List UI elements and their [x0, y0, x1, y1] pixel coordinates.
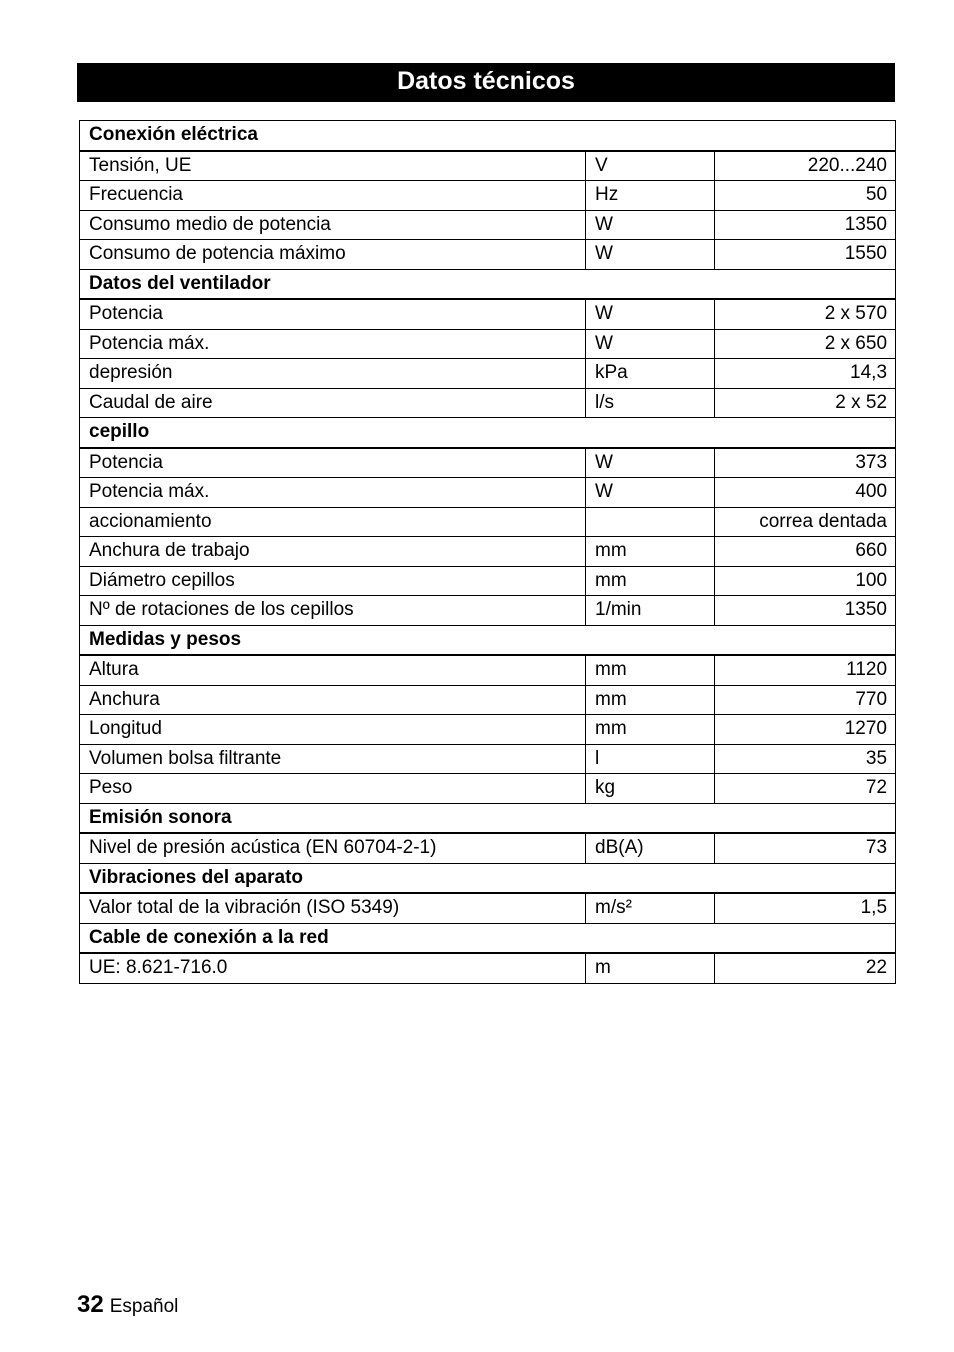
table-row	[80, 596, 896, 626]
section-header-row	[80, 418, 896, 448]
footer-language: Español	[109, 1296, 179, 1317]
table-row	[80, 388, 896, 418]
section-heading: cepillo	[80, 418, 896, 448]
spec-value-cell: 1350	[715, 596, 896, 626]
spec-label-cell: Nivel de presión acústica (EN 60704-2-1)	[80, 833, 586, 863]
spec-unit-cell: W	[586, 329, 715, 359]
spec-label-cell: Peso	[80, 774, 586, 804]
spec-value-cell: 100	[715, 566, 896, 596]
section-header-row	[80, 863, 896, 893]
spec-unit-cell: W	[586, 478, 715, 508]
spec-unit-cell: l/s	[586, 388, 715, 418]
table-row	[80, 566, 896, 596]
spec-label-cell: accionamiento	[80, 507, 586, 537]
spec-value-cell: 22	[715, 953, 896, 983]
page-number: 32	[77, 1291, 104, 1318]
spec-unit-cell: Hz	[586, 181, 715, 211]
table-row	[80, 774, 896, 804]
spec-value-cell: 1120	[715, 655, 896, 685]
page-footer	[77, 1290, 178, 1322]
spec-value-cell: 72	[715, 774, 896, 804]
table-row	[80, 181, 896, 211]
table-row	[80, 299, 896, 329]
spec-unit-cell: mm	[586, 715, 715, 745]
spec-value-cell: 770	[715, 685, 896, 715]
spec-unit-cell: 1/min	[586, 596, 715, 626]
spec-unit-cell: mm	[586, 655, 715, 685]
section-header-row	[80, 625, 896, 655]
section-header-row	[80, 803, 896, 833]
spec-unit-cell: W	[586, 299, 715, 329]
spec-label-cell: Consumo medio de potencia	[80, 210, 586, 240]
spec-label-cell: Tensión, UE	[80, 151, 586, 181]
table-row	[80, 833, 896, 863]
technical-data-table	[79, 120, 896, 984]
spec-unit-cell: mm	[586, 537, 715, 567]
spec-unit-cell: l	[586, 744, 715, 774]
section-heading: Emisión sonora	[80, 803, 896, 833]
spec-value-cell: 2 x 570	[715, 299, 896, 329]
table-row	[80, 537, 896, 567]
spec-value-cell: 1,5	[715, 893, 896, 923]
spec-label-cell: Volumen bolsa filtrante	[80, 744, 586, 774]
page-title: Datos técnicos	[77, 63, 895, 102]
spec-label-cell: Consumo de potencia máximo	[80, 240, 586, 270]
spec-value-cell: 35	[715, 744, 896, 774]
table-row	[80, 448, 896, 478]
section-heading: Vibraciones del aparato	[80, 863, 896, 893]
spec-label-cell: Potencia máx.	[80, 329, 586, 359]
section-heading: Medidas y pesos	[80, 625, 896, 655]
spec-value-cell: 220...240	[715, 151, 896, 181]
spec-value-cell: 50	[715, 181, 896, 211]
spec-label-cell: Nº de rotaciones de los cepillos	[80, 596, 586, 626]
table-row	[80, 359, 896, 389]
table-row	[80, 744, 896, 774]
spec-value-cell: 373	[715, 448, 896, 478]
spec-unit-cell: V	[586, 151, 715, 181]
table-row	[80, 715, 896, 745]
spec-label-cell: Potencia	[80, 299, 586, 329]
spec-unit-cell: kg	[586, 774, 715, 804]
table-row	[80, 478, 896, 508]
spec-label-cell: Caudal de aire	[80, 388, 586, 418]
spec-value-cell: 2 x 52	[715, 388, 896, 418]
table-row	[80, 240, 896, 270]
table-row	[80, 893, 896, 923]
section-header-row	[80, 121, 896, 151]
spec-unit-cell: m	[586, 953, 715, 983]
spec-label-cell: Anchura	[80, 685, 586, 715]
table-row	[80, 953, 896, 983]
spec-label-cell: Frecuencia	[80, 181, 586, 211]
spec-value-cell: 660	[715, 537, 896, 567]
table-row	[80, 685, 896, 715]
spec-label-cell: Anchura de trabajo	[80, 537, 586, 567]
spec-unit-cell: W	[586, 240, 715, 270]
spec-value-cell: 2 x 650	[715, 329, 896, 359]
table-row	[80, 210, 896, 240]
section-header-row	[80, 923, 896, 953]
section-header-row	[80, 269, 896, 299]
spec-label-cell: Longitud	[80, 715, 586, 745]
spec-unit-cell: mm	[586, 566, 715, 596]
spec-value-cell: 1270	[715, 715, 896, 745]
spec-label-cell: Altura	[80, 655, 586, 685]
spec-label-cell: Valor total de la vibración (ISO 5349)	[80, 893, 586, 923]
spec-unit-cell: mm	[586, 685, 715, 715]
spec-label-cell: Diámetro cepillos	[80, 566, 586, 596]
table-row	[80, 329, 896, 359]
section-heading: Cable de conexión a la red	[80, 923, 896, 953]
technical-data-table-body	[80, 121, 896, 984]
table-row	[80, 507, 896, 537]
section-heading: Conexión eléctrica	[80, 121, 896, 151]
spec-unit-cell: m/s²	[586, 893, 715, 923]
spec-unit-cell: kPa	[586, 359, 715, 389]
spec-value-cell: 400	[715, 478, 896, 508]
spec-unit-cell: W	[586, 210, 715, 240]
spec-label-cell: Potencia	[80, 448, 586, 478]
table-row	[80, 655, 896, 685]
spec-value-cell: 73	[715, 833, 896, 863]
section-heading: Datos del ventilador	[80, 269, 896, 299]
spec-value-cell: 1550	[715, 240, 896, 270]
spec-value-cell: 14,3	[715, 359, 896, 389]
spec-value-cell: correa dentada	[715, 507, 896, 537]
table-row	[80, 151, 896, 181]
spec-label-cell: Potencia máx.	[80, 478, 586, 508]
spec-label-cell: depresión	[80, 359, 586, 389]
spec-unit-cell	[586, 507, 715, 537]
spec-unit-cell: dB(A)	[586, 833, 715, 863]
spec-label-cell: UE: 8.621-716.0	[80, 953, 586, 983]
spec-unit-cell: W	[586, 448, 715, 478]
spec-value-cell: 1350	[715, 210, 896, 240]
